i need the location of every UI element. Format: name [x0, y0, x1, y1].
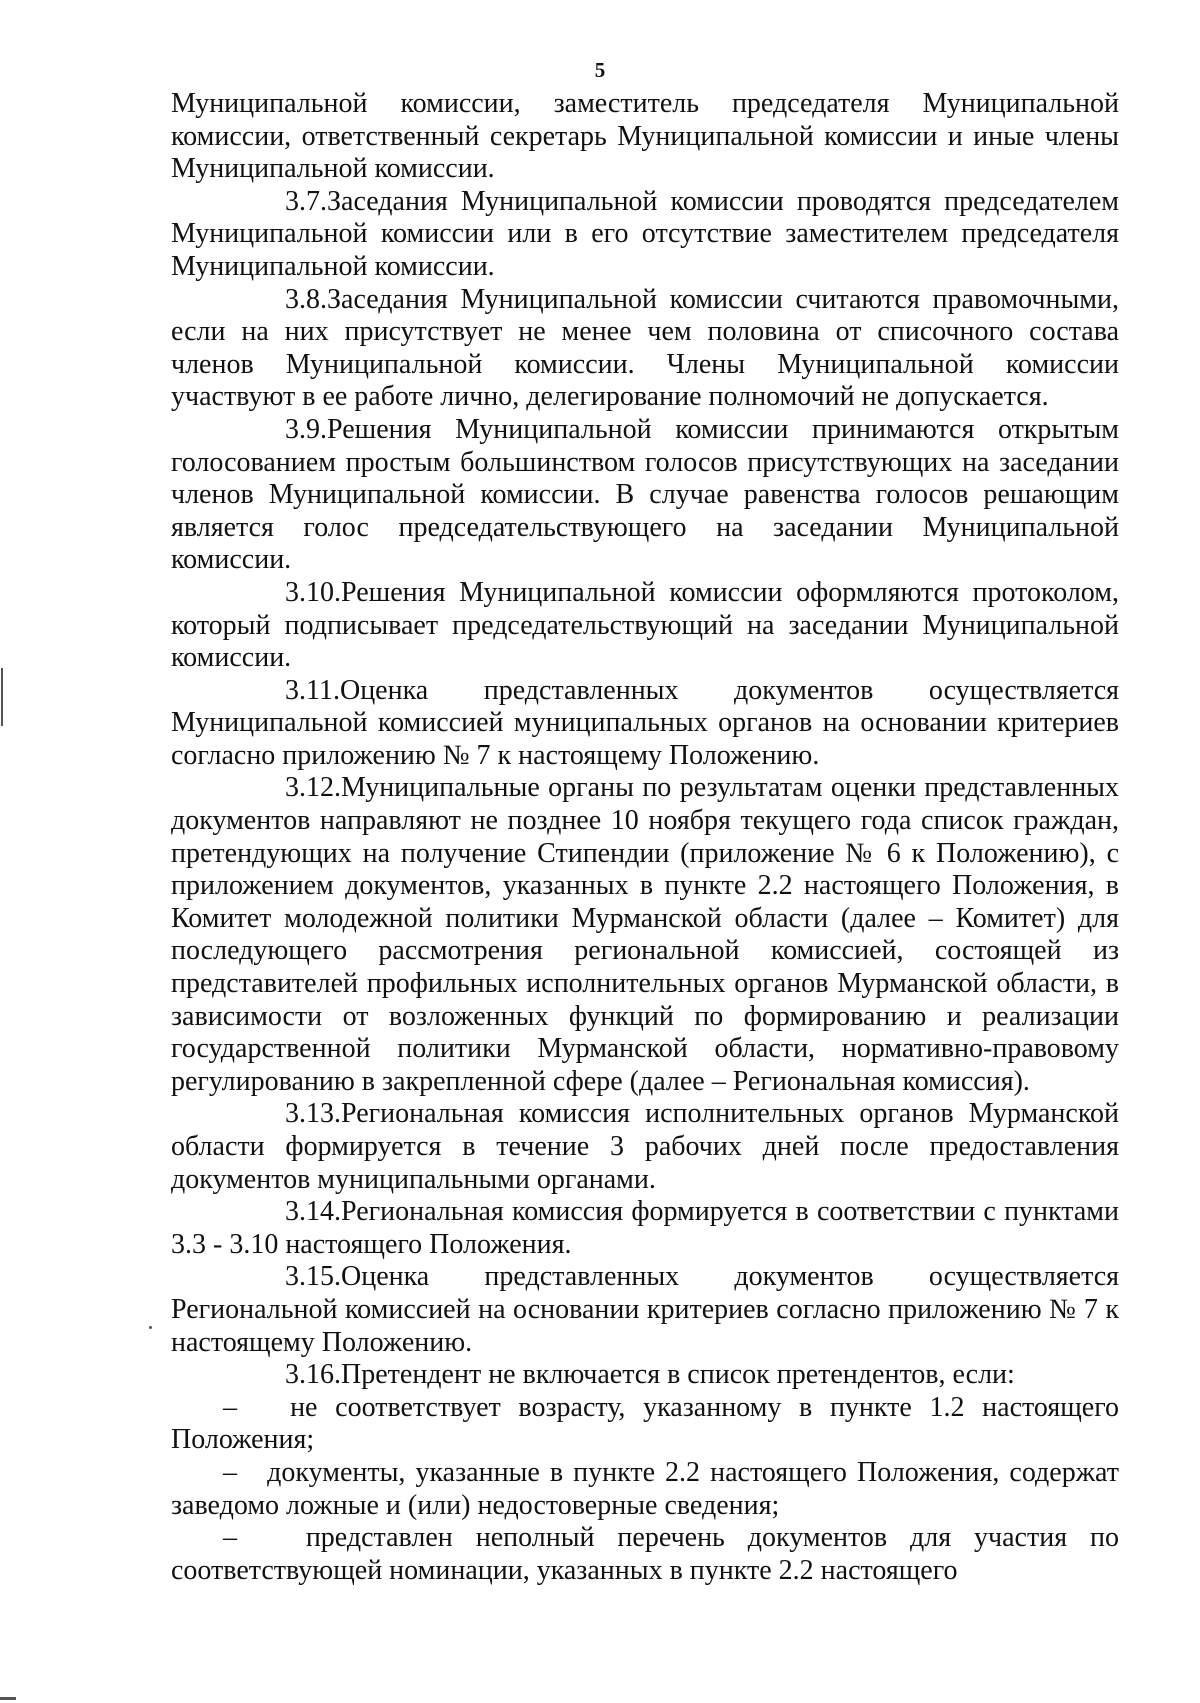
paragraph-3-9 — [171, 414, 1119, 577]
paragraph-text: Муниципальные органы по результатам оценки представленных документов направляют не позднее 10 ноября текущего года список граждан, претендующих на получение Стипендии (приложение № 6 к Положению), с приложением документов, указанных в пункте 2.2 настоящего Положения, в Комитет молодежной политики Мурманской области (далее – Комитет) для последующего рассмотрения региональной комиссией, состоящей из представителей профильных исполнительных органов Мурманской области, в зависимости от возложенных функций по формированию и реализации государственной политики Мурманской области, нормативно-правовому регулированию в закрепленной сфере (далее – Региональная комиссия). — [171, 772, 1119, 1097]
paragraph-number: 3.11. — [285, 674, 340, 706]
list-item-text: не соответствует возрасту, указанному в пункте 1.2 настоящего Положения; — [171, 1391, 1120, 1456]
list-item-incomplete-docs — [171, 1522, 1119, 1587]
scan-artifact-margin-mark — [1, 668, 3, 726]
paragraph-text: Региональная комиссия формируется в соответствии с пунктами 3.3 - 3.10 настоящего Положения. — [171, 1196, 1119, 1260]
list-item-text: документы, указанные в пункте 2.2 настоящего Положения, содержат заведомо ложные и (или) недостоверные сведения; — [171, 1456, 1119, 1521]
dash-bullet: – — [223, 1391, 237, 1423]
paragraph-text: Региональная комиссия исполнительных органов Мурманской области формируется в течение 3 рабочих дней после предоставления документов муниципальными органами. — [171, 1098, 1119, 1195]
paragraph-3-11 — [171, 675, 1119, 773]
paragraph-number: 3.10. — [285, 576, 341, 608]
paragraph-number: 3.9. — [285, 413, 327, 445]
paragraph-3-8 — [171, 284, 1119, 414]
paragraph-3-12 — [171, 772, 1119, 1098]
paragraph-text: Заседания Муниципальной комиссии проводятся председателем Муниципальной комиссии или в его отсутствие заместителем председателя Муниципальной комиссии. — [171, 185, 1119, 282]
paragraph-text: Оценка представленных документов осуществляется Региональной комиссией на основании критериев согласно приложению № 7 к настоящему Положению. — [171, 1261, 1119, 1358]
page-number: 5 — [594, 58, 606, 82]
paragraph-3-16 — [171, 1359, 1119, 1392]
paragraph-text: Заседания Муниципальной комиссии считаются правомочными, если на них присутствует не менее чем половина от списочного состава членов Муниципальной комиссии. Члены Муниципальной комиссии участвуют в ее работе лично, делегирование полномочий не допускается. — [171, 283, 1119, 413]
paragraph-text: Решения Муниципальной комиссии принимаются открытым голосованием простым большинством голосов присутствующих на заседании членов Муниципальной комиссии. В случае равенства голосов решающим является голос председательствующего на заседании Муниципальной комиссии. — [171, 413, 1119, 576]
paragraph-3-7 — [171, 186, 1119, 284]
paragraph-number: 3.14. — [285, 1196, 341, 1228]
paragraph-text: Решения Муниципальной комиссии оформляются протоколом, который подписывает председательствующий на заседании Муниципальной комиссии. — [171, 576, 1119, 674]
list-item-age — [171, 1392, 1119, 1457]
paragraph-3-6-continuation — [171, 88, 1119, 186]
paragraph-3-15 — [171, 1261, 1119, 1359]
paragraph-number: 3.7. — [285, 185, 327, 217]
paragraph-3-10 — [171, 577, 1119, 675]
list-item-false-info — [171, 1457, 1119, 1522]
dash-bullet: – — [223, 1456, 237, 1488]
paragraph-number: 3.13. — [285, 1098, 341, 1130]
paragraph-3-14 — [171, 1196, 1119, 1261]
paragraph-text: Муниципальной комиссии, заместитель председателя Муниципальной комиссии, ответственный секретарь Муниципальной комиссии и иные члены Муниципальной комиссии. — [171, 88, 1119, 185]
paragraph-text: Оценка представленных документов осуществляется Муниципальной комиссией муниципальных органов на основании критериев согласно приложению № 7 к настоящему Положению. — [171, 674, 1119, 771]
paragraph-text: Претендент не включается в список претендентов, если: — [341, 1359, 1015, 1391]
scan-artifact-corner-mark — [0, 1697, 16, 1700]
scan-artifact-dot — [149, 1326, 152, 1329]
paragraph-number: 3.16. — [285, 1359, 341, 1391]
dash-bullet: – — [223, 1522, 237, 1554]
paragraph-number: 3.8. — [285, 283, 327, 315]
paragraph-number: 3.15. — [285, 1261, 341, 1293]
list-item-text: представлен неполный перечень документов для участия по соответствующей номинации, указанных в пункте 2.2 настоящего — [171, 1522, 1119, 1586]
paragraph-3-13 — [171, 1098, 1119, 1196]
paragraph-number: 3.12. — [285, 772, 341, 804]
document-body — [171, 88, 1119, 1587]
